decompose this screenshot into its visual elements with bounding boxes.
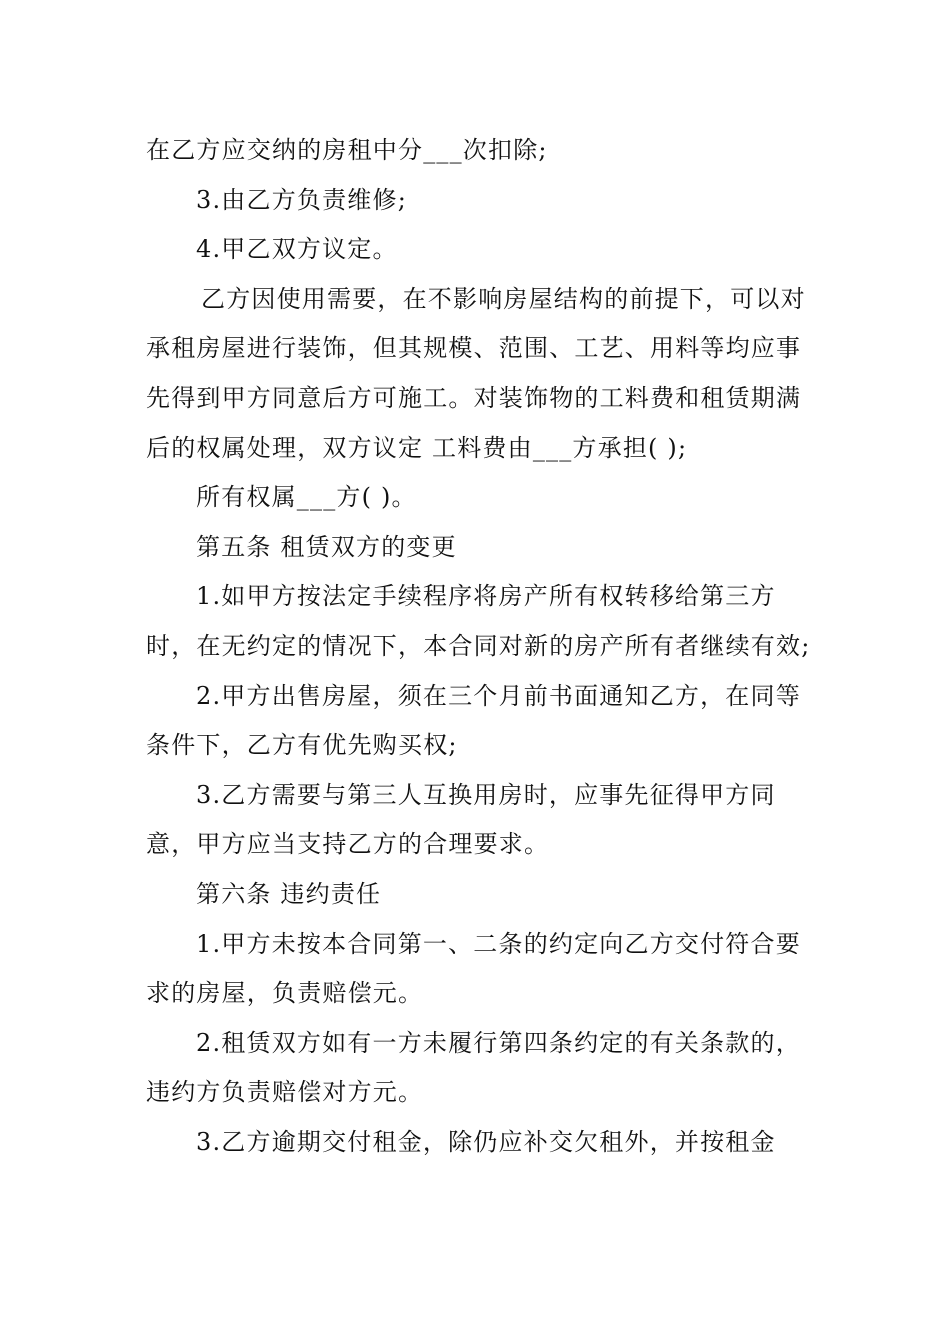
paragraph: 1.甲方未按本合同第一、二条的约定向乙方交付符合要求的房屋，负责赔偿元。 — [146, 929, 801, 1008]
paragraph: 3.乙方逾期交付租金，除仍应补交欠租外，并按租金 — [196, 1127, 776, 1156]
paragraph: 3.由乙方负责维修; — [196, 185, 407, 214]
paragraph: 在乙方应交纳的房租中分___次扣除; — [146, 136, 548, 164]
paragraph: 乙方因使用需要，在不影响房屋结构的前提下，可以对承租房屋进行装饰，但其规模、范围、工艺、用料等均应事先得到甲方同意后方可施工。对装饰物的工料费和租赁期满后的权属处理，双方议定 工料费由___方承担( ); — [146, 284, 806, 462]
paragraph: 1.如甲方按法定手续程序将房产所有权转移给第三方时，在无约定的情况下，本合同对新的房产所有者继续有效; — [146, 582, 811, 660]
section-heading: 第五条 租赁双方的变更 — [196, 532, 457, 561]
paragraph: 2.甲方出售房屋，须在三个月前书面通知乙方，在同等条件下，乙方有优先购买权; — [146, 681, 801, 760]
paragraph: 2.租赁双方如有一方未履行第四条约定的有关条款的，违约方负责赔偿对方元。 — [146, 1028, 801, 1107]
document-body — [146, 126, 816, 1167]
paragraph: 3.乙方需要与第三人互换用房时，应事先征得甲方同意，甲方应当支持乙方的合理要求。 — [146, 780, 776, 859]
section-heading: 第六条 违约责任 — [196, 879, 382, 908]
paragraph: 4.甲乙双方议定。 — [196, 235, 398, 264]
paragraph: 所有权属___方( )。 — [196, 483, 417, 512]
